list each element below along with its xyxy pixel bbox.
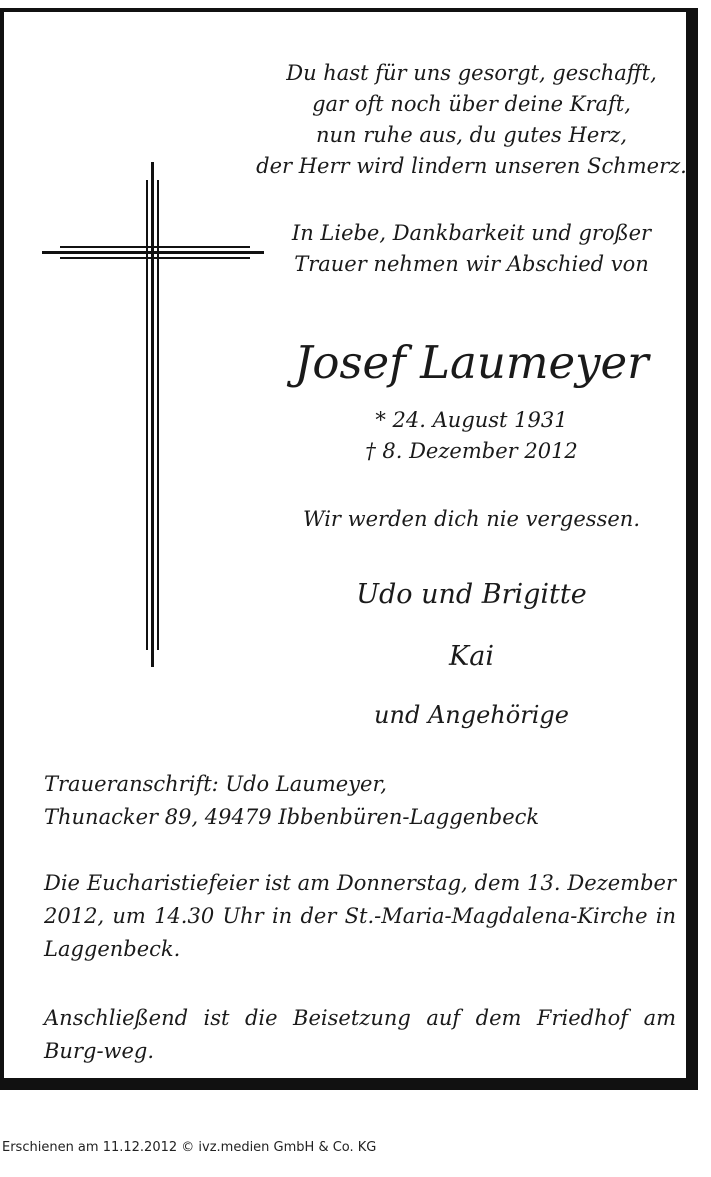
poem-line: Du hast für uns gesorgt, geschafft,: [286, 61, 657, 85]
address-line: Traueranschrift: Udo Laumeyer,: [44, 772, 387, 796]
poem: [254, 58, 689, 182]
death-date: † 8. Dezember 2012: [365, 439, 578, 463]
cross-icon: [42, 162, 264, 667]
intro-text: [254, 218, 689, 280]
birth-date: * 24. August 1931: [375, 408, 568, 432]
life-dates: [254, 405, 689, 467]
mourner-line: Kai: [449, 641, 494, 672]
publication-footer: Erschienen am 11.12.2012 © ivz.medien GmbH & Co. KG: [2, 1140, 377, 1155]
intro-line: In Liebe, Dankbarkeit und großer: [291, 221, 652, 245]
address-line: Thunacker 89, 49479 Ibbenbüren-Laggenbeck: [44, 805, 540, 829]
mourner-line: Udo und Brigitte: [356, 579, 587, 610]
poem-line: gar oft noch über deine Kraft,: [312, 92, 631, 116]
obituary-notice: [0, 8, 698, 1090]
deceased-name: Josef Laumeyer: [294, 336, 649, 389]
burial-info: Anschließend ist die Beisetzung auf dem Friedhof am Burg-weg.: [44, 1006, 676, 1063]
service-info: Die Eucharistiefeier ist am Donnerstag, dem 13. Dezember 2012, um 14.30 Uhr in der St.-Maria-Magdalena-Kirche in Laggenbeck.: [44, 871, 676, 961]
poem-line: der Herr wird lindern unseren Schmerz.: [256, 154, 687, 178]
mourning-address: [44, 768, 676, 834]
poem-line: nun ruhe aus, du gutes Herz,: [315, 123, 628, 147]
farewell-text: Wir werden dich nie vergessen.: [302, 507, 640, 531]
mourner-line: und Angehörige: [374, 701, 569, 729]
intro-line: Trauer nehmen wir Abschied von: [294, 252, 649, 276]
